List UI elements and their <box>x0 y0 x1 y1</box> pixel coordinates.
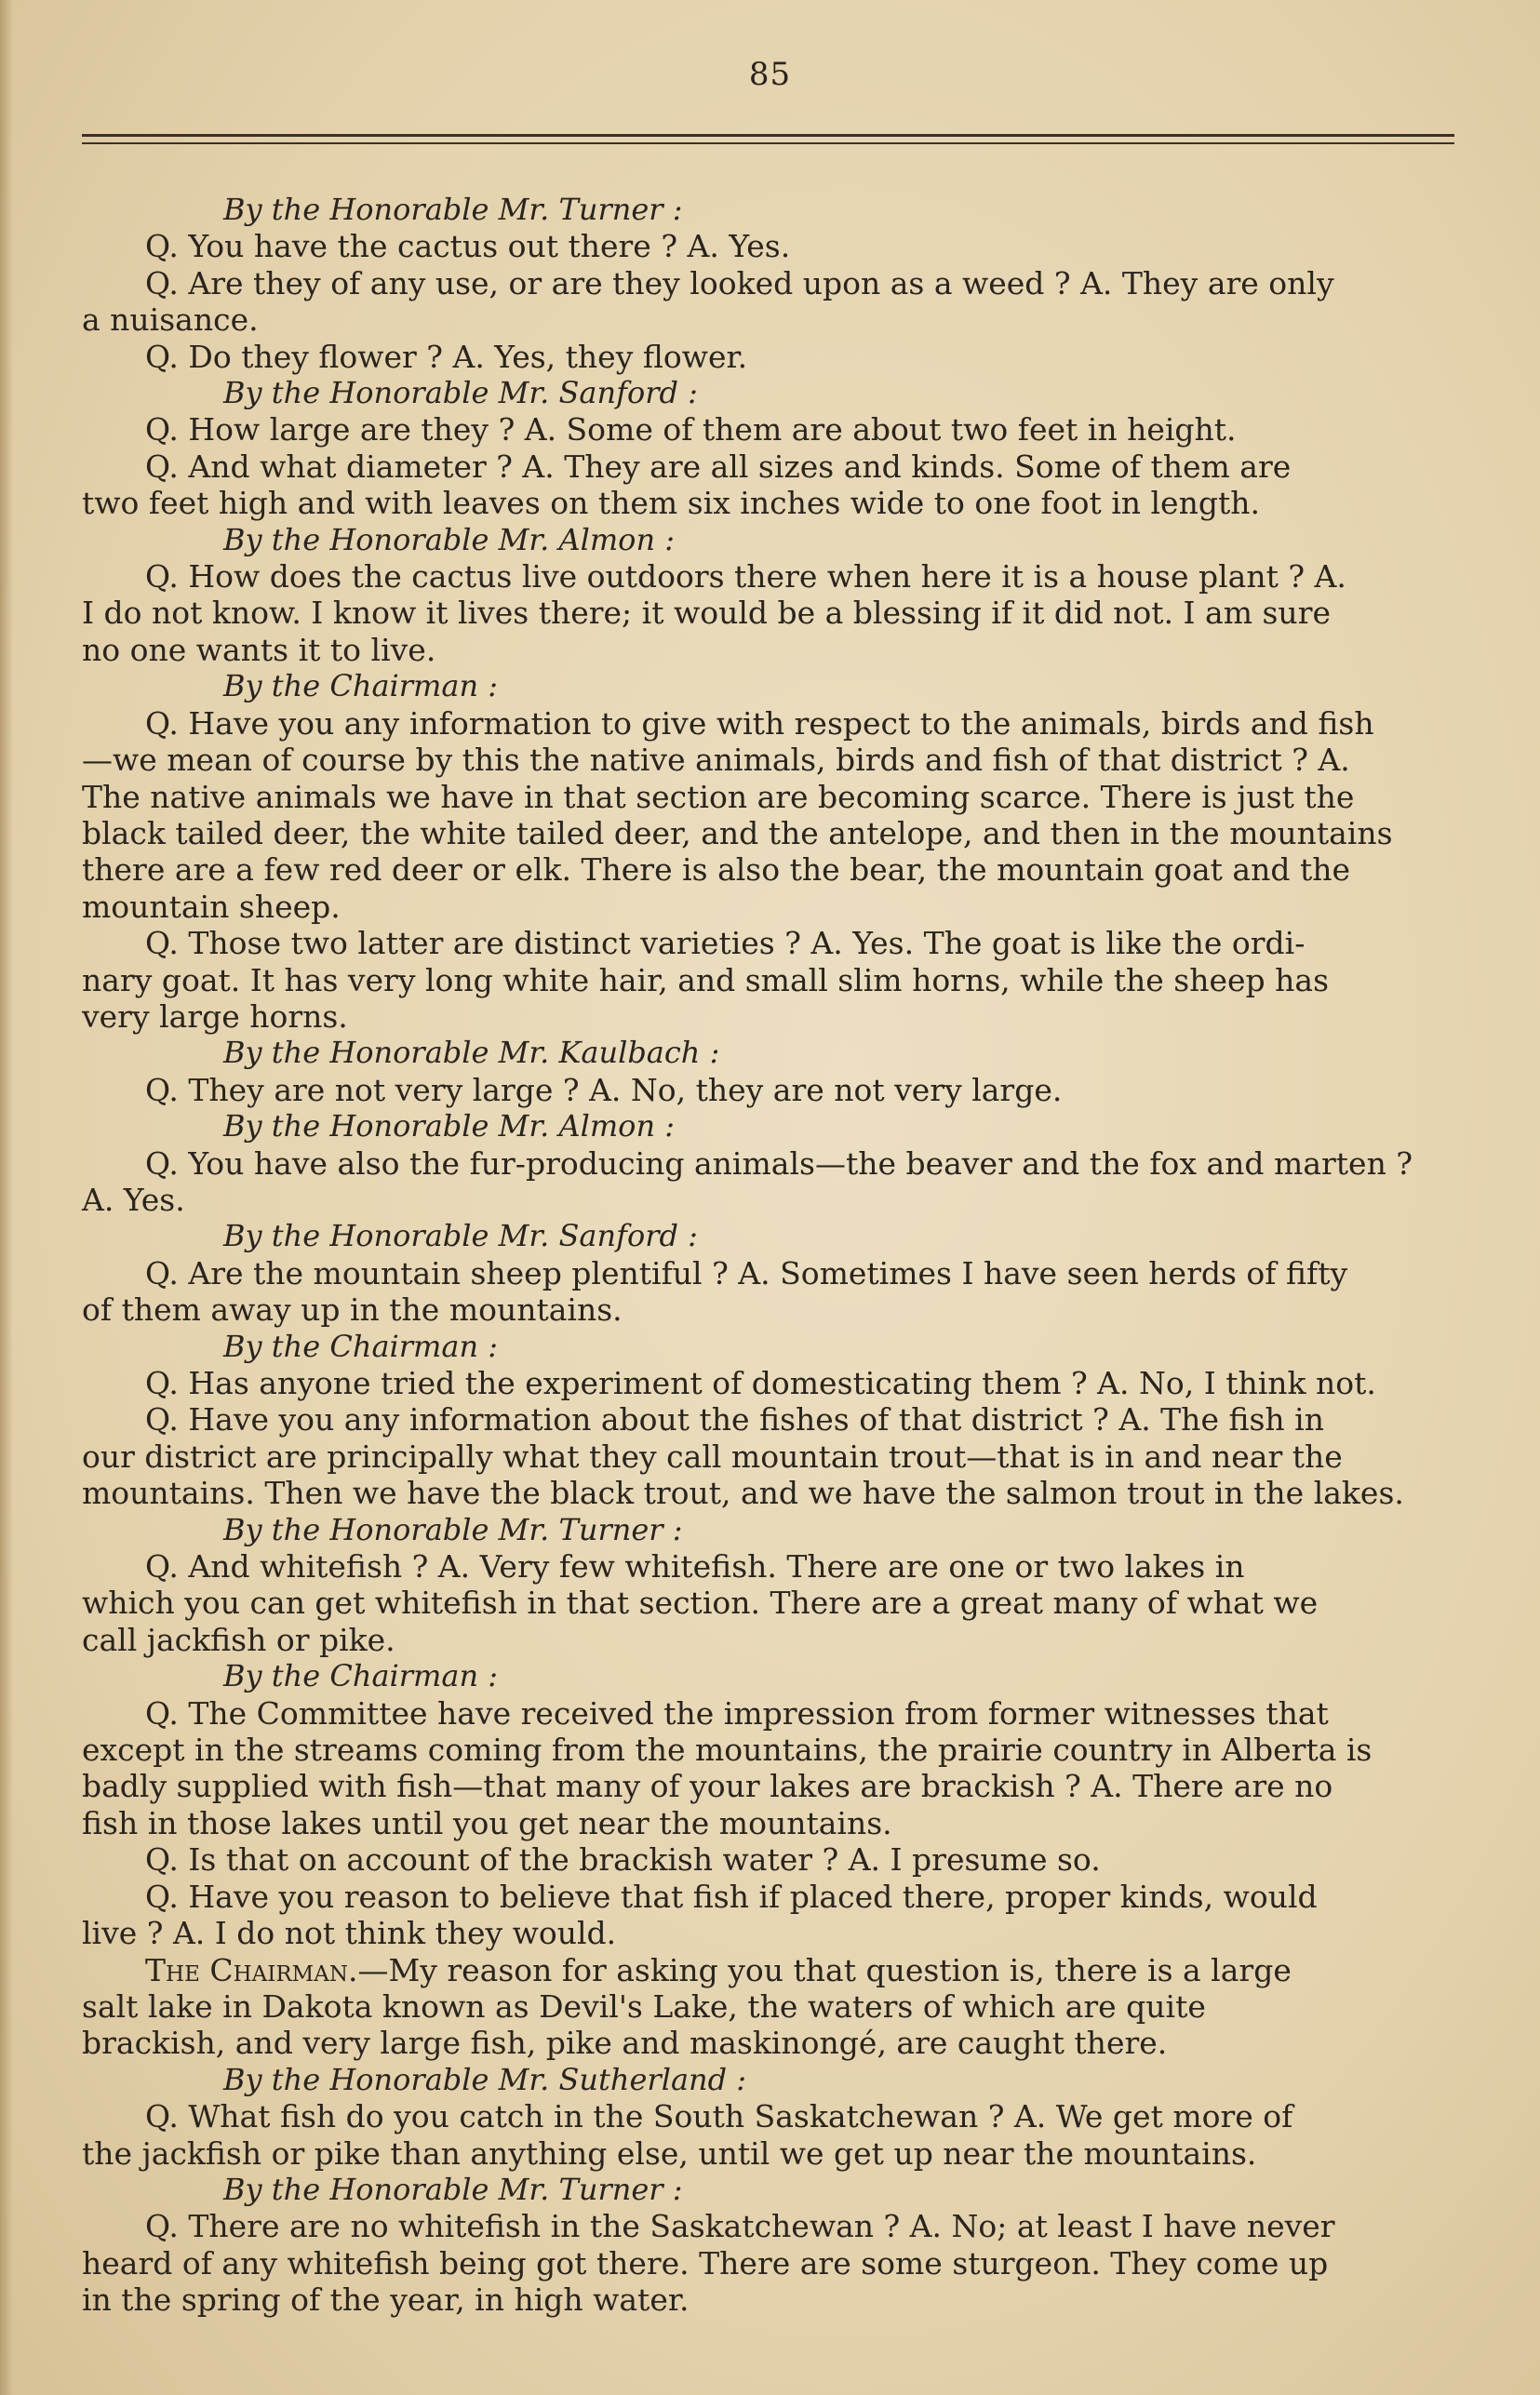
text-line: salt lake in Dakota known as Devil's Lake, the waters of which are quite <box>82 1987 1206 2025</box>
text-line: badly supplied with fish—that many of your lakes are brackish ? A. There are no <box>82 1768 1333 1805</box>
page-edge-shadow <box>0 0 13 2395</box>
text-line: there are a few red deer or elk. There is also the bear, the mountain goat and the <box>82 851 1351 889</box>
speaker-heading: By the Honorable Mr. Almon : <box>223 1108 675 1144</box>
text-line: mountain sheep. <box>82 888 341 925</box>
question-line: Q. The Committee have received the impression from former witnesses that <box>145 1694 1329 1732</box>
question-line: Q. Have you reason to believe that fish if placed there, proper kinds, would <box>145 1878 1318 1915</box>
question-line: Q. Is that on account of the brackish water ? A. I presume so. <box>145 1841 1101 1879</box>
speaker-heading: By the Honorable Mr. Sutherland : <box>223 2061 747 2097</box>
text-line: live ? A. I do not think they would. <box>82 1915 617 1952</box>
question-line: Q. You have the cactus out there ? A. Yes. <box>145 228 791 265</box>
text-line: heard of any whitefish being got there. There are some sturgeon. They come up <box>82 2244 1329 2281</box>
speaker-heading: By the Honorable Mr. Turner : <box>223 1511 683 1547</box>
text-line: call jackfish or pike. <box>82 1621 395 1658</box>
text-line: two feet high and with leaves on them six inches wide to one foot in length. <box>82 485 1260 522</box>
text-line: of them away up in the mountains. <box>82 1291 623 1329</box>
question-line: Q. Are they of any use, or are they looked upon as a weed ? A. They are only <box>145 264 1334 301</box>
speaker-heading: By the Honorable Mr. Turner : <box>223 2171 683 2207</box>
page-number: 85 <box>748 56 792 93</box>
chairman-label: The Chairman. <box>145 1951 358 1988</box>
speaker-heading: By the Honorable Mr. Sanford : <box>223 1218 698 1254</box>
question-line: Q. Are the mountain sheep plentiful ? A. Sometimes I have seen herds of fifty <box>145 1254 1348 1291</box>
speaker-heading: By the Chairman : <box>223 1328 499 1364</box>
text-line: no one wants it to live. <box>82 631 436 668</box>
text-line: A. Yes. <box>82 1181 185 1218</box>
speaker-heading: By the Honorable Mr. Sanford : <box>223 375 698 411</box>
header-rule-bottom <box>82 142 1454 144</box>
text-line: in the spring of the year, in high water. <box>82 2281 690 2319</box>
question-line: Q. They are not very large ? A. No, they are not very large. <box>145 1071 1063 1108</box>
text-line: mountains. Then we have the black trout, and we have the salmon trout in the lakes. <box>82 1475 1404 1512</box>
text-line: brackish, and very large fish, pike and maskinongé, are caught there. <box>82 2025 1168 2062</box>
question-line: Q. Have you any information about the fishes of that district ? A. The fish in <box>145 1401 1324 1438</box>
question-line: Q. What fish do you catch in the South Saskatchewan ? A. We get more of <box>145 2098 1293 2135</box>
text-line: I do not know. I know it lives there; it would be a blessing if it did not. I am sure <box>82 595 1331 632</box>
text-line: fish in those lakes until you get near the mountains. <box>82 1804 892 1841</box>
text-line: the jackfish or pike than anything else, until we get up near the mountains. <box>82 2134 1257 2172</box>
text-line: except in the streams coming from the mountains, the prairie country in Alberta is <box>82 1732 1373 1769</box>
question-line: Q. Has anyone tried the experiment of domesticating them ? A. No, I think not. <box>145 1365 1376 1401</box>
text-line: nary goat. It has very long white hair, and small slim horns, while the sheep has <box>82 961 1330 998</box>
question-line: Q. Have you any information to give with respect to the animals, birds and fish <box>145 704 1374 742</box>
text-line: The native animals we have in that section are becoming scarce. There is just the <box>82 778 1355 815</box>
question-line: Q. And what diameter ? A. They are all sizes and kinds. Some of them are <box>145 448 1292 485</box>
question-line: Q. Those two latter are distinct varieties ? A. Yes. The goat is like the ordi- <box>145 925 1306 962</box>
question-line: Q. And whitefish ? A. Very few whitefish. There are one or two lakes in <box>145 1548 1245 1586</box>
question-line: Q. How large are they ? A. Some of them are about two feet in height. <box>145 411 1237 448</box>
text-line: black tailed deer, the white tailed deer, and the antelope, and then in the mountains <box>82 814 1393 851</box>
question-line: Q. How does the cactus live outdoors there when here it is a house plant ? A. <box>145 558 1346 595</box>
testimony-text <box>82 192 1468 2319</box>
question-line: Q. There are no whitefish in the Saskatchewan ? A. No; at least I have never <box>145 2208 1335 2245</box>
question-line: Q. Do they flower ? A. Yes, they flower. <box>145 338 748 375</box>
speaker-heading: By the Chairman : <box>223 1658 499 1694</box>
chairman-statement-text: —My reason for asking you that question is, there is a large <box>357 1951 1292 1988</box>
speaker-heading: By the Chairman : <box>223 668 499 704</box>
speaker-heading: By the Honorable Mr. Turner : <box>223 192 683 227</box>
header-rule-top <box>82 134 1454 137</box>
text-line: very large horns. <box>82 997 348 1035</box>
text-line: our district are principally what they call mountain trout—that is in and near the <box>82 1438 1343 1475</box>
question-line: Q. You have also the fur-producing animals—the beaver and the fox and marten ? <box>145 1144 1413 1182</box>
chairman-statement-line <box>82 1952 1468 1988</box>
speaker-heading: By the Honorable Mr. Almon : <box>223 521 675 557</box>
speaker-heading: By the Honorable Mr. Kaulbach : <box>223 1035 720 1071</box>
text-line: a nuisance. <box>82 301 259 339</box>
text-line: which you can get whitefish in that section. There are a great many of what we <box>82 1585 1319 1622</box>
text-line: —we mean of course by this the native animals, birds and fish of that district ? A. <box>82 742 1350 779</box>
